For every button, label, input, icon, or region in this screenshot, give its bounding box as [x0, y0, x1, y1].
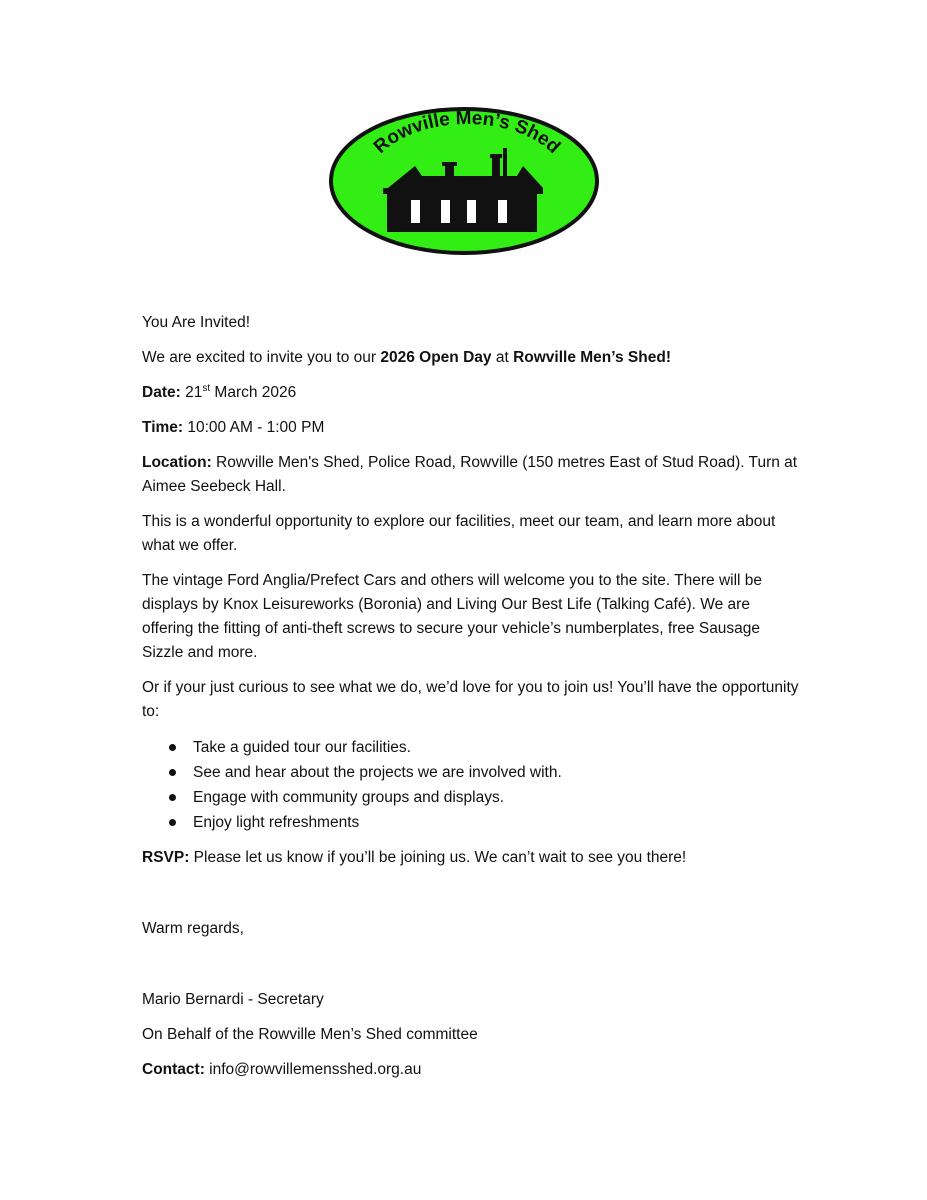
- rsvp-line: [142, 846, 802, 870]
- letter-body: [142, 311, 802, 1093]
- rsvp-value: Please let us know if you’ll be joining us. We can’t wait to see you there!: [189, 849, 687, 866]
- paragraph-curious: Or if your just curious to see what we do, we’d love for you to join us! You’ll have the opportunity to:: [142, 679, 799, 720]
- on-behalf-line: On Behalf of the Rowville Men’s Shed committee: [142, 1026, 478, 1043]
- list-item: See and hear about the projects we are involved with.: [142, 760, 802, 785]
- rowville-mens-shed-logo: [327, 104, 601, 258]
- spacer: [142, 952, 802, 988]
- contact-line: [142, 1058, 802, 1082]
- date-label: Date:: [142, 384, 181, 401]
- date-rest: March 2026: [210, 384, 297, 401]
- paragraph-displays: The vintage Ford Anglia/Prefect Cars and others will welcome you to the site. There will be displays by Knox Leisureworks (Boronia) and Living Our Best Life (Talking Café). We are offering the fitting of anti-theft screws to secure your vehicle’s numberplates, free Sausage Sizzle and more.: [142, 572, 763, 661]
- rsvp-label: RSVP:: [142, 849, 190, 866]
- intro-pre: We are excited to invite you to our: [142, 349, 381, 366]
- intro-mid: at: [491, 349, 514, 366]
- logo-text: Rowville Men’s Shed: [369, 107, 565, 158]
- contact-label: Contact:: [142, 1061, 205, 1078]
- list-item: Take a guided tour our facilities.: [142, 735, 802, 760]
- location-line: [142, 451, 802, 499]
- signature: Mario Bernardi - Secretary: [142, 991, 324, 1008]
- paragraph-opportunity: This is a wonderful opportunity to explore our facilities, meet our team, and learn more about what we offer.: [142, 513, 776, 554]
- location-value: Rowville Men's Shed, Police Road, Rowville (150 metres East of Stud Road). Turn at Aimee Seebeck Hall.: [142, 454, 798, 495]
- closing: Warm regards,: [142, 920, 244, 937]
- time-label: Time:: [142, 419, 184, 436]
- date-line: [142, 381, 802, 405]
- greeting: You Are Invited!: [142, 314, 251, 331]
- time-value: 10:00 AM - 1:00 PM: [183, 419, 325, 436]
- list-item: Enjoy light refreshments: [142, 810, 802, 835]
- location-label: Location:: [142, 454, 212, 471]
- spacer: [142, 881, 802, 917]
- intro-paragraph: [142, 346, 802, 370]
- time-line: [142, 416, 802, 440]
- date-suffix: st: [202, 382, 211, 394]
- intro-venue: Rowville Men’s Shed!: [513, 349, 671, 366]
- date-day: 21: [185, 384, 203, 401]
- activity-list: [142, 735, 802, 835]
- intro-event: 2026 Open Day: [380, 349, 492, 366]
- contact-email[interactable]: info@rowvillemensshed.org.au: [204, 1061, 422, 1078]
- list-item: Engage with community groups and displays.: [142, 785, 802, 810]
